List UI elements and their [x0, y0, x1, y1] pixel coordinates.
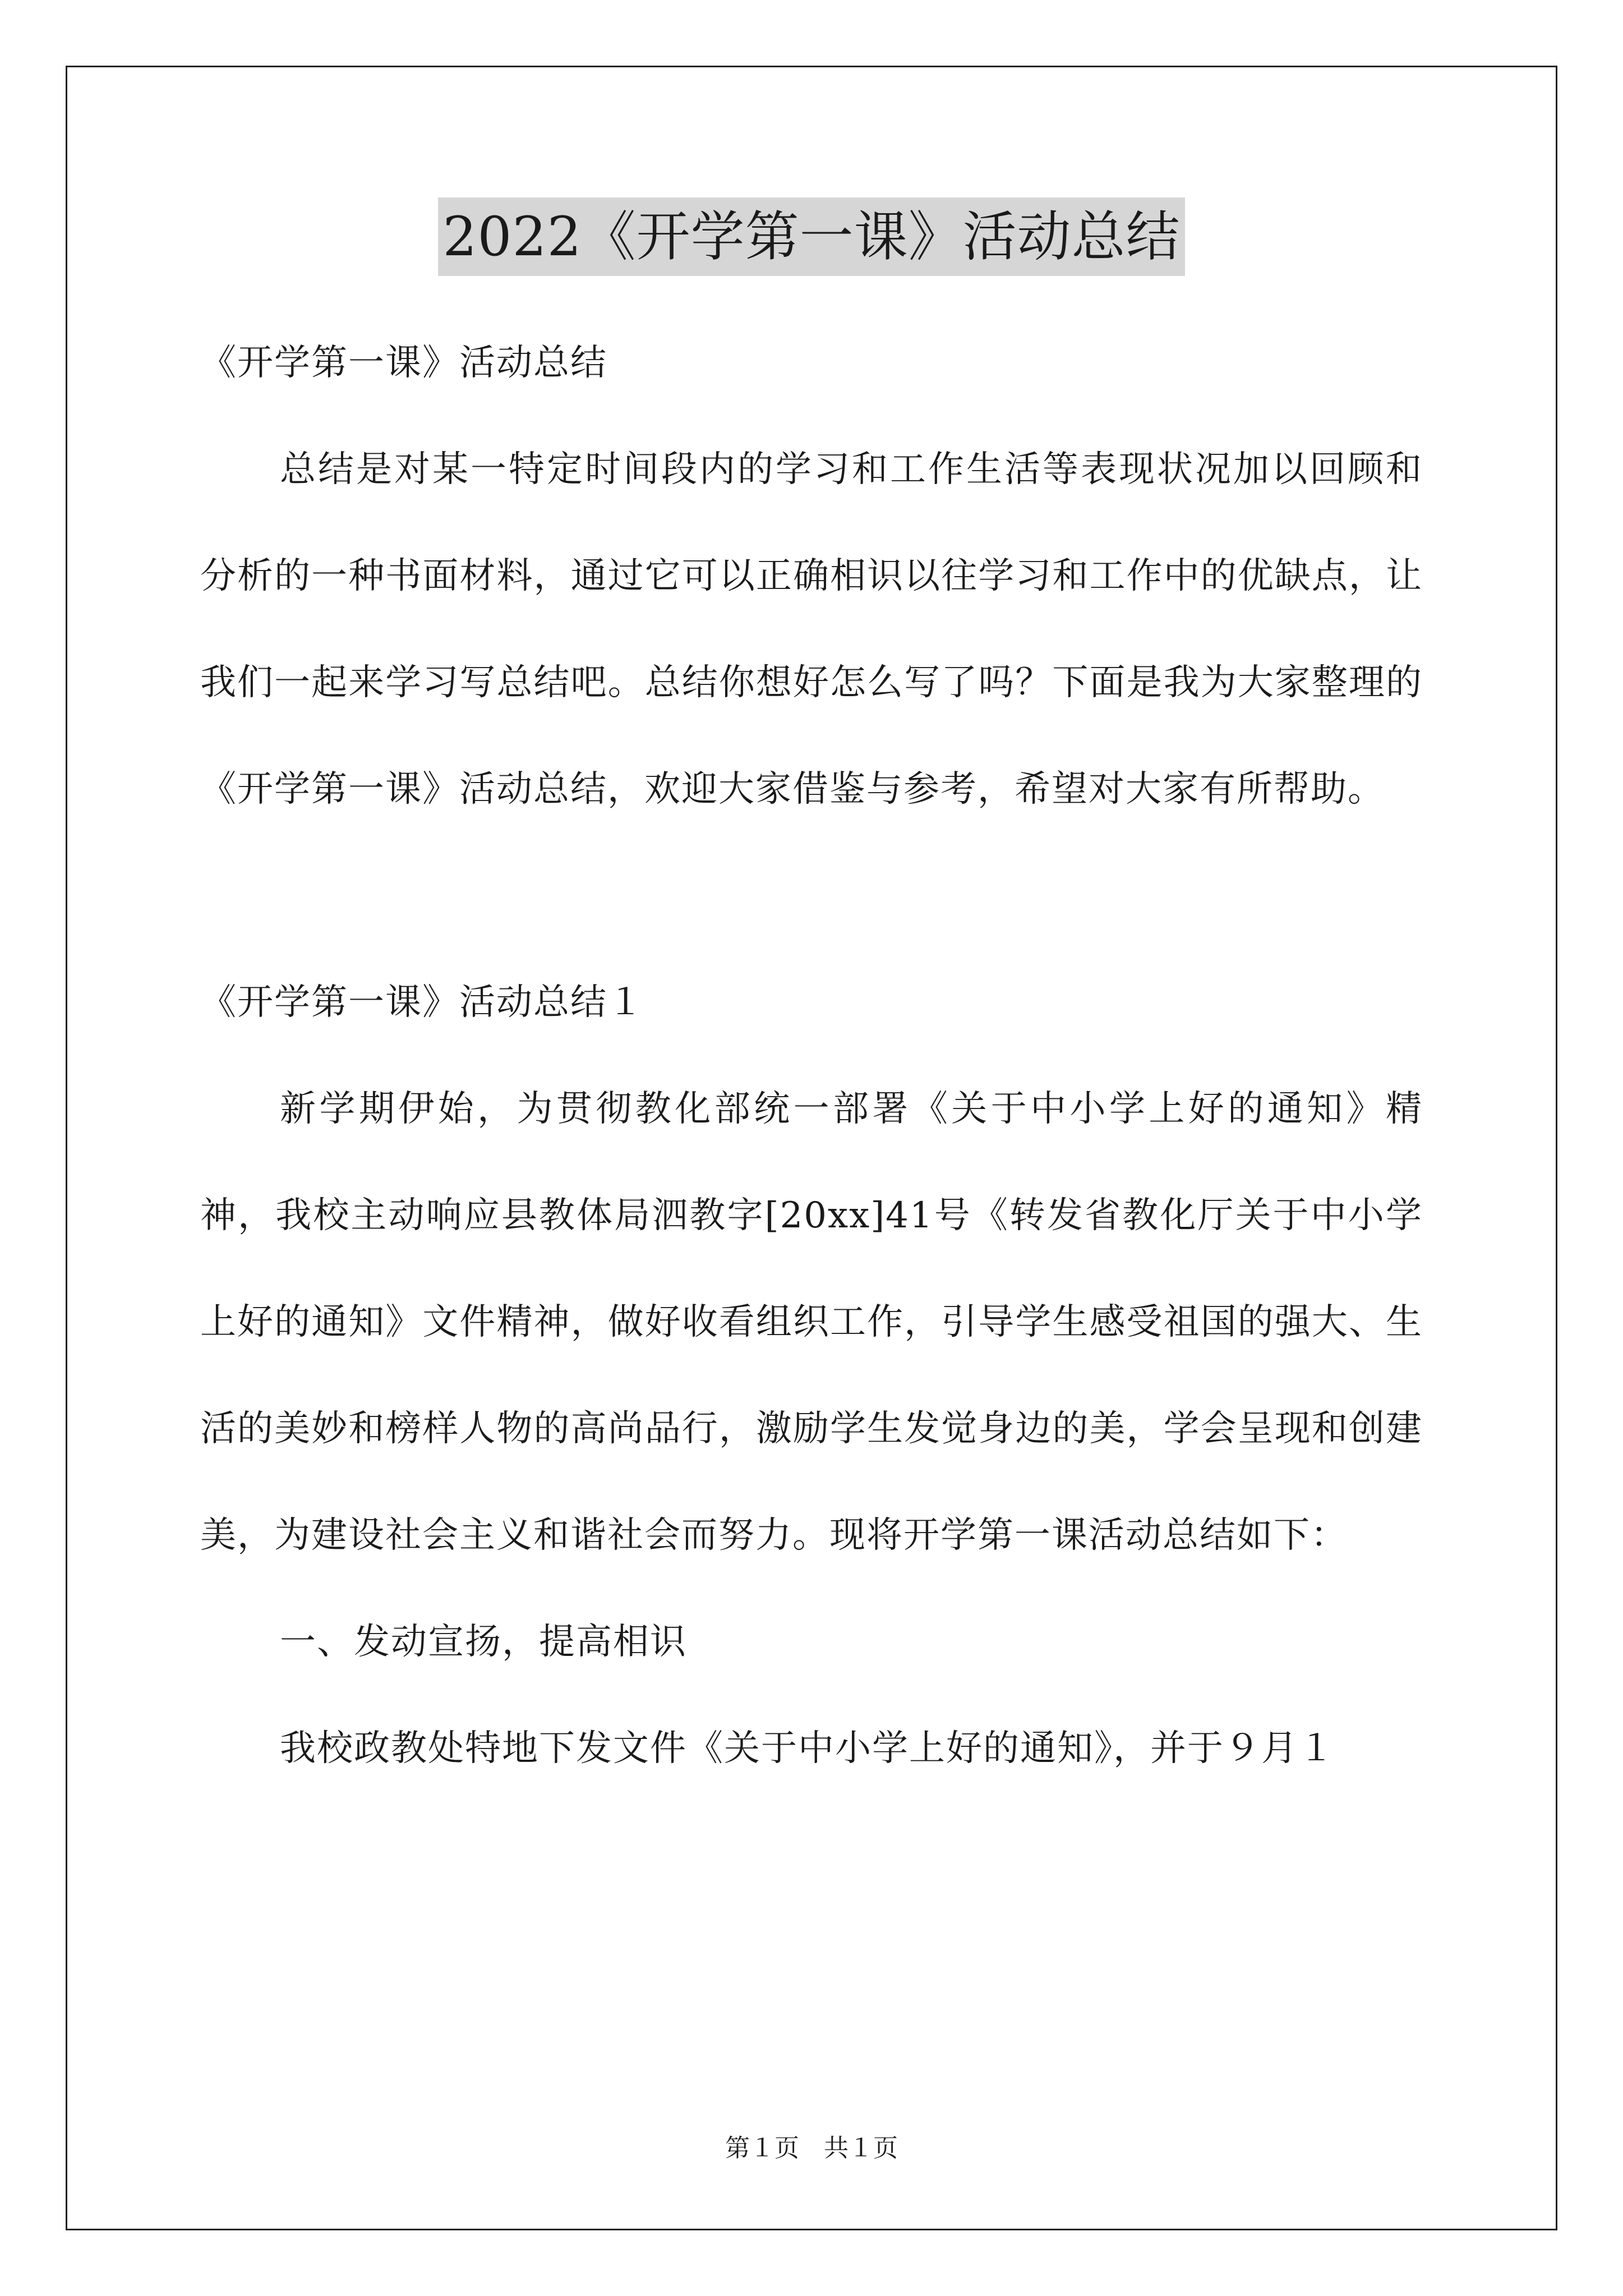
section-heading: 《开学第一课》活动总结１ [200, 982, 644, 1023]
body-paragraph: 新学期伊始，为贯彻教化部统一部署《关于中小学上好的通知》精神，我校主动响应县教体局泗教字[20xx]41号《转发省教化厅关于中小学上好的通知》文件精神，做好收看组织工作，引导学生感受祖国的强大、生活的美妙和榜样人物的高尚品行，激励学生发觉身边的美，学会呈现和创建美，为建设社会主义和谐社会而努力。现将开学第一课活动总结如下： [200, 1088, 1423, 1556]
document-title: 2022《开学第一课》活动总结 [438, 197, 1184, 276]
subtitle: 《开学第一课》活动总结 [200, 342, 607, 384]
title-wrap [0, 197, 1623, 276]
intro-paragraph: 总结是对某一特定时间段内的学习和工作生活等表现状况加以回顾和分析的一种书面材料，通过它可以正确相识以往学习和工作中的优缺点，让我们一起来学习写总结吧。总结你想好怎么写了吗？下面是我为大家整理的《开学第一课》活动总结，欢迎大家借鉴与参考，希望对大家有所帮助。 [200, 449, 1423, 810]
document-body [200, 310, 1423, 1802]
page-number: 第１页 共１页 [725, 2134, 898, 2162]
blank-line [200, 843, 1423, 949]
subsection-heading: 一、发动宣扬，提高相识 [280, 1621, 687, 1663]
body-paragraph-2: 我校政教处特地下发文件《关于中小学上好的通知》，并于９月１ [280, 1728, 1335, 1769]
